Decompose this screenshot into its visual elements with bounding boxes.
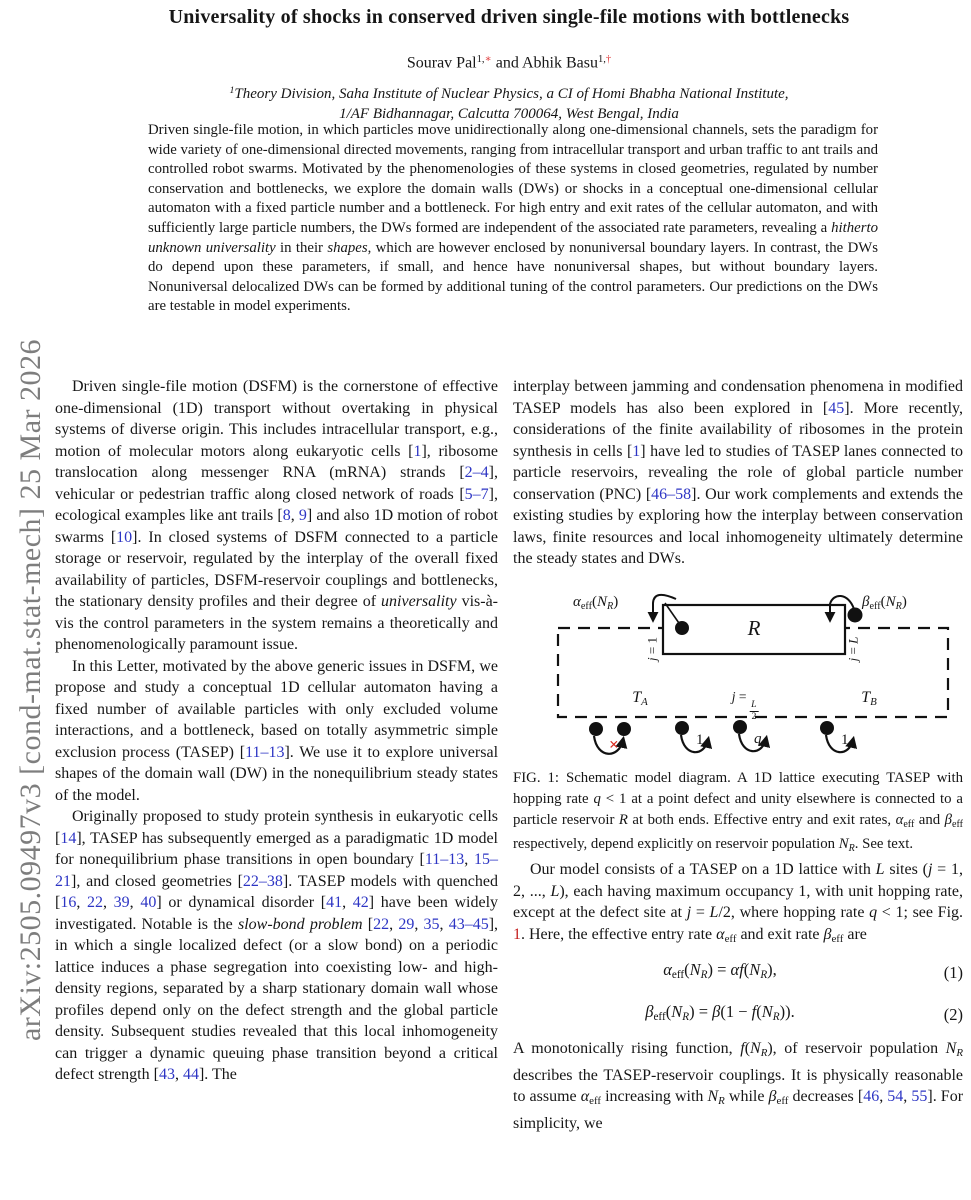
text-segment: 1, bbox=[597, 54, 606, 65]
fraction-L-over-2 bbox=[749, 700, 758, 722]
citation-link[interactable]: 46 bbox=[863, 1088, 880, 1106]
text-segment: N bbox=[761, 1001, 773, 1021]
text-segment: L bbox=[845, 636, 861, 644]
tb-label bbox=[861, 690, 877, 708]
citation-link[interactable]: 40 bbox=[140, 894, 157, 911]
text-segment: L bbox=[550, 882, 560, 900]
citation-link[interactable]: 11–13 bbox=[245, 743, 285, 761]
site-jL-label: j = L bbox=[845, 636, 861, 661]
text-segment: eff bbox=[580, 600, 592, 612]
citation-link[interactable]: 29 bbox=[398, 915, 415, 933]
alpha-eff-label: $\alpha_{eff}(NR)$ bbox=[573, 593, 619, 612]
equation-1-number: (1) bbox=[943, 963, 963, 983]
text-segment: universality bbox=[381, 593, 457, 610]
citation-link[interactable]: 5–7 bbox=[464, 485, 489, 503]
text-segment: eff bbox=[653, 1010, 666, 1023]
hop-arrow-rate-1 bbox=[826, 731, 853, 752]
text-segment: α bbox=[580, 1088, 590, 1106]
citation-link[interactable]: 43 bbox=[158, 1066, 175, 1083]
ta-label bbox=[632, 690, 648, 708]
text-segment: B bbox=[870, 695, 877, 708]
text-segment: T bbox=[861, 688, 871, 706]
citation-link[interactable]: 2–4 bbox=[464, 464, 489, 481]
affiliation bbox=[55, 81, 963, 124]
text-segment: shapes bbox=[327, 239, 368, 256]
citation-link[interactable]: 11–13 bbox=[424, 851, 465, 868]
text-segment: α bbox=[716, 925, 725, 943]
text-segment: L bbox=[875, 861, 885, 879]
citation-link[interactable]: 39 bbox=[113, 894, 130, 911]
text-segment: j bbox=[644, 656, 660, 661]
hop-rate-1-label: 1 bbox=[696, 731, 704, 748]
equation-1-body: $\alpha_{eff}(NR) = \alpha f(NR)$, bbox=[663, 960, 777, 982]
text-segment: R bbox=[760, 1047, 768, 1060]
text-segment: β bbox=[944, 811, 953, 828]
citation-link[interactable]: 22 bbox=[373, 915, 390, 933]
citation-link[interactable]: 35 bbox=[423, 915, 440, 933]
paragraph: A monotonically rising function, f(NR), of reservoir population NR describes the TASEP-reservoir couplings. It is physically reasonable to assume $\alpha_{eff}$ increasing with NR while $\beta_{eff}$ decreases [46, 54, 55]. For simplicity, we bbox=[513, 1040, 964, 1132]
beta-eff-label: $\beta_{eff}(NR)$ bbox=[862, 593, 907, 612]
abstract bbox=[148, 121, 878, 317]
fraction-numerator: L bbox=[751, 698, 757, 710]
hop-rate-q-label bbox=[754, 732, 762, 747]
citation-link[interactable]: 22 bbox=[87, 894, 103, 911]
defect-site-label bbox=[732, 690, 759, 723]
paragraph: Originally proposed to study protein synthesis in eukaryotic cells [14], TASEP has subsequently emerged as a paradigmatic 1D model for nonequilibrium phase transitions in open boundary [11–13, 15–21], and closed geometries [22–38]. TASEP models with quenched [16, 22, 39, 40] or dynamical disorder [41, 42] have been widely investigated. Notable is the slow-bond problem [22, 29, 35, 43–45], in which a single localized defect (or a slow bond) on a periodic lattice induces a phase segregation into coexisting low- and high-density regions, separated by a sharp stationary domain wall whose profiles depend only on the defect strength and the global particle density. Subsequent studies revealed that this local inhomogeneity can trigger a dynamic queuing phase transition beyond a critical defect strength [43, 44]. The bbox=[55, 808, 499, 1083]
text-segment: † bbox=[605, 54, 612, 65]
paper-header bbox=[55, 0, 963, 124]
text-segment: αf bbox=[730, 960, 744, 980]
text-segment: j bbox=[845, 657, 861, 661]
paragraph: interplay between jamming and condensation phenomena in modified TASEP models has also been explored in [45]. More recently, considerations of the finite availability of ribosomes in the protein synthesis in cells [1] have led to studies of TASEP lanes connected to particle reservoirs, revealing the role of global particle number conservation (PNC) [46–58]. Our work complements and extends the existing studies by exploring how the interplay between conservation laws, finite resources and local inhomogeneity ultimately determine the steady states and DWs. bbox=[513, 378, 964, 567]
particle-dot bbox=[589, 722, 603, 736]
defect-prefix: j = bbox=[731, 688, 747, 704]
text-segment: R bbox=[760, 969, 768, 982]
equations bbox=[513, 959, 963, 1028]
fraction-denominator: 2 bbox=[751, 710, 757, 722]
text-segment: R bbox=[700, 969, 708, 982]
text-segment: β bbox=[862, 593, 870, 610]
text-segment: L bbox=[709, 904, 719, 922]
figure-reference-link[interactable]: 1 bbox=[513, 925, 521, 943]
text-segment: R bbox=[895, 600, 902, 612]
authors-line: Sourav Pal$^{1,∗}$ and Abhik Basu$^{1,\dagger}$ bbox=[406, 54, 612, 72]
right-column bbox=[513, 376, 963, 1135]
equation-1 bbox=[513, 959, 963, 987]
citation-link[interactable]: 41 bbox=[326, 894, 343, 911]
text-segment: β bbox=[823, 925, 832, 943]
text-segment: slow-bond problem bbox=[237, 915, 363, 933]
equation-2 bbox=[513, 1001, 963, 1029]
text-segment: N bbox=[749, 960, 761, 980]
text-segment: N bbox=[671, 1001, 683, 1021]
text-segment: α bbox=[663, 960, 672, 980]
blocked-cross-icon: × bbox=[609, 734, 619, 754]
text-segment: R bbox=[772, 1010, 780, 1023]
text-segment: N bbox=[838, 836, 849, 853]
affiliation-line-2: 1/AF Bidhannagar, Calcutta 700064, West Bengal, India bbox=[339, 106, 679, 123]
text-segment: f bbox=[751, 1001, 757, 1021]
citation-link[interactable]: 43–45 bbox=[448, 915, 489, 933]
citation-link[interactable]: 14 bbox=[60, 829, 77, 847]
text-segment: β bbox=[768, 1088, 777, 1106]
citation-link[interactable]: 8 bbox=[282, 507, 291, 524]
text-segment: R bbox=[618, 811, 628, 828]
particle-dot bbox=[675, 721, 689, 735]
equation-2-number: (2) bbox=[943, 1004, 963, 1024]
site-j1-label: j = 1 bbox=[644, 636, 660, 661]
citation-link[interactable]: 22–38 bbox=[242, 872, 283, 890]
paragraph: Our model consists of a TASEP on a 1D lattice with L sites (j = 1, 2, ..., L), each having maximum occupancy 1, with unit hopping rate, except at the defect site at j = L/2, where hopping rate q < 1; see Fig. 1. Here, the effective entry rate $\alpha_{eff}$ and exit rate $\beta_{eff}$ are bbox=[513, 861, 964, 945]
citation-link[interactable]: 42 bbox=[352, 894, 369, 911]
text-segment: eff bbox=[952, 818, 963, 830]
citation-link[interactable]: 1 bbox=[632, 442, 641, 460]
equation-2-body: $\beta_{eff}(NR) = \beta(1 - f(NR))$. bbox=[645, 1001, 795, 1023]
text-segment: q bbox=[593, 790, 601, 807]
text-segment: eff bbox=[589, 1095, 602, 1108]
text-segment: R bbox=[682, 1010, 690, 1023]
citation-link[interactable]: 1 bbox=[413, 442, 422, 460]
text-segment: eff bbox=[903, 818, 915, 830]
particle-dot bbox=[617, 722, 631, 736]
figure-1 bbox=[513, 592, 963, 768]
text-segment: j bbox=[731, 688, 736, 704]
text-segment: N bbox=[885, 593, 896, 610]
figure-caption: FIG. 1: Schematic model diagram. A 1D lattice executing TASEP with hopping rate q < 1 at a point defect and unity elsewhere is connected to a particle reservoir R at both ends. Effective entry and exit rates, $\alpha_{eff}$ and $\beta_{eff}$ respectively, depend explicitly on reservoir population NR. See text. bbox=[513, 769, 963, 855]
text-segment: N bbox=[750, 1040, 761, 1058]
arxiv-watermark: arXiv:2505.09497v3 [cond-mat.stat-mech] 25 Mar 2026 bbox=[14, 338, 47, 1042]
citation-link[interactable]: 44 bbox=[182, 1066, 199, 1083]
text-segment: N bbox=[689, 960, 701, 980]
hop-arrow-rate-1 bbox=[681, 731, 708, 752]
text-segment: N bbox=[597, 593, 608, 610]
abstract-text: Driven single-file motion, in which particles move unidirectionally along one-dimensional channels, sets the paradigm for wide variety of one-dimensional directed movements, ranging from intracellular transport and urban traffic to ant trails and controlled robot swarms. Motivated by the phenomenologies of these systems in closed geometries, regulated by number conservation and bottlenecks, we explore the domain walls (DWs) or shocks in a conceptual one-dimensional cellular automaton with a fixed particle number and a bottleneck. For high entry and exit rates of the cellular automaton, and with sufficiently large particle numbers, the DWs formed are independent of the associated rate parameters, revealing a hitherto unknown universality in their shapes, which are however enclosed by nonuniversal boundary layers. In contrast, the DWs do depend upon these parameters, if small, and hence have nonuniversal shapes, but without boundary layers. Nonuniversal delocalized DWs can be formed by additional tuning of the control parameters. Our predictions on the DWs are testable in model experiments. bbox=[148, 122, 878, 315]
text-segment: R bbox=[956, 1047, 963, 1060]
text-segment: q bbox=[869, 904, 878, 922]
figure-schematic bbox=[513, 592, 963, 768]
citation-link[interactable]: 9 bbox=[298, 507, 307, 524]
citation-link[interactable]: 15–21 bbox=[55, 851, 498, 890]
text-segment: R bbox=[718, 1095, 725, 1108]
text-segment: eff bbox=[831, 932, 844, 945]
text-segment: eff bbox=[671, 969, 685, 982]
particle-dot bbox=[820, 721, 834, 735]
text-segment: ∗ bbox=[484, 54, 492, 65]
reservoir-particle-dot bbox=[675, 621, 689, 635]
paragraph: Driven single-file motion (DSFM) is the cornerstone of effective one-dimensional (1D) transport without overtaking in physical systems of diverse origin. This includes intracellular transport, e.g., motion of molecular motors along eukaryotic cells [1], ribosome translocation along messenger RNA (mRNA) strands [2–4], vehicular or pedestrian traffic along closed network of roads [5–7], ecological examples like ant trails [8, 9] and also 1D motion of robot swarms [10]. In closed systems of DSFM connected to a particle storage or reservoir, regulated by the interplay of the overall fixed availability of particles, DSFM-reservoir couplings and bottlenecks, the stationary density profiles and their degree of universality vis-à-vis the control parameters in the system remains a theoretically and phenomenologically paramount issue. bbox=[55, 378, 499, 653]
citation-link[interactable]: 10 bbox=[116, 528, 133, 546]
exit-particle-dot bbox=[848, 607, 863, 622]
citation-link[interactable]: 45 bbox=[828, 399, 845, 417]
text-segment: R bbox=[607, 600, 614, 612]
text-segment: j bbox=[927, 861, 933, 879]
citation-link[interactable]: 55 bbox=[911, 1088, 928, 1106]
text-segment: β bbox=[712, 1001, 721, 1021]
text-segment: eff bbox=[724, 932, 737, 945]
text-segment: 1 bbox=[229, 85, 235, 97]
text-segment: T bbox=[632, 688, 642, 706]
text-segment: q bbox=[754, 730, 762, 747]
text-segment: eff bbox=[869, 600, 881, 612]
reservoir-label: R bbox=[747, 615, 761, 640]
left-column bbox=[55, 376, 498, 1086]
text-segment: β bbox=[645, 1001, 654, 1021]
text-segment: α bbox=[573, 593, 581, 610]
text-segment: hitherto unknown universality bbox=[148, 219, 878, 256]
hop-rate-1-label: 1 bbox=[841, 731, 849, 748]
paper-title: Universality of shocks in conserved driven single-file motions with bottlenecks bbox=[168, 6, 850, 28]
text-segment: N bbox=[945, 1040, 957, 1058]
citation-link[interactable]: 16 bbox=[60, 894, 77, 911]
text-segment: A bbox=[641, 695, 648, 708]
affiliation-line-1: $^1$Theory Division, Saha Institute of Nuclear Physics, a CI of Homi Bhabha National Institute, bbox=[229, 85, 789, 103]
paragraph: In this Letter, motivated by the above generic issues in DSFM, we propose and study a conceptual 1D cellular automaton having a fixed number of available particles with only excluded volume interactions, and a bottleneck, based on totally asymmetric simple exclusion process (TASEP) [11–13]. We use it to explore universal shapes of the domain wall (DW) in the nonequilibrium steady states of the model. bbox=[55, 657, 499, 804]
text-segment: 1, bbox=[476, 54, 485, 65]
text-segment: j bbox=[686, 904, 692, 922]
text-segment: eff bbox=[776, 1095, 789, 1108]
citation-link[interactable]: 46–58 bbox=[651, 485, 692, 503]
text-segment: f bbox=[740, 1040, 745, 1058]
text-segment: R bbox=[848, 843, 855, 855]
text-segment: N bbox=[707, 1088, 719, 1106]
citation-link[interactable]: 54 bbox=[887, 1088, 904, 1106]
text-segment: α bbox=[895, 811, 904, 828]
